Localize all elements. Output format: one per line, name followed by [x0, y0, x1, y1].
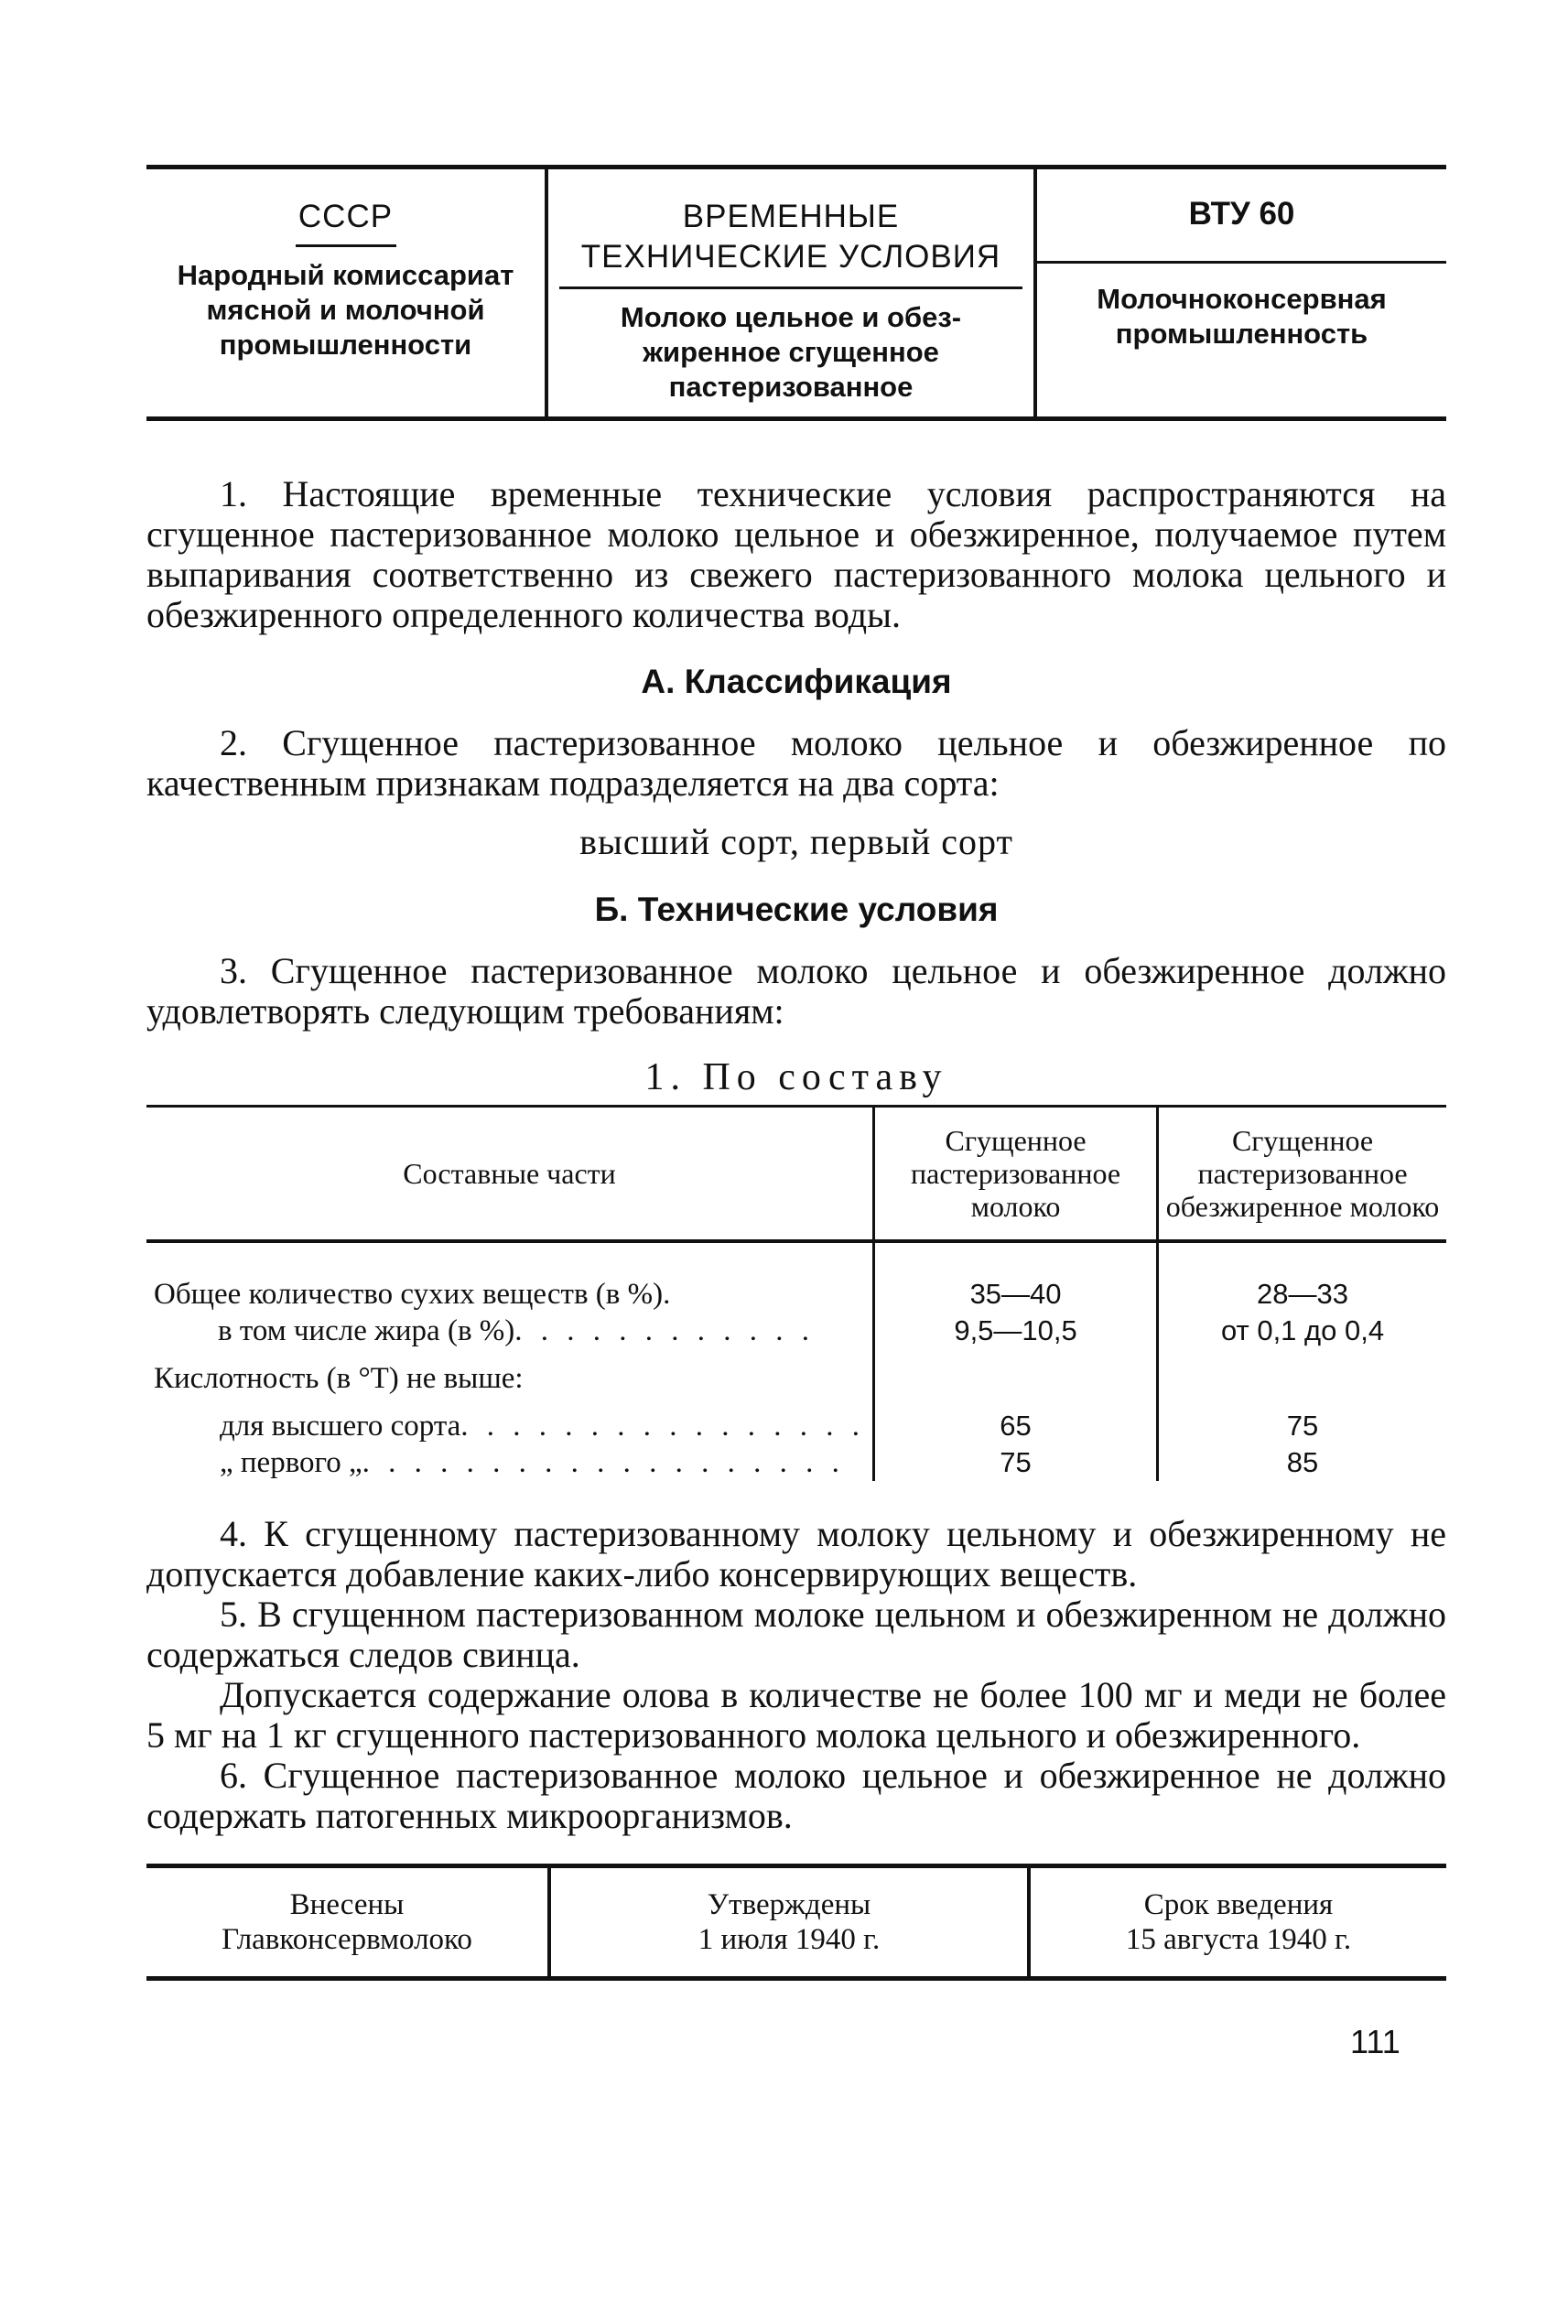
paragraph-2: 2. Сгущенное пастеризованное молоко цельное и обезжиренное по качественным признакам подразделяется на два сорта: [146, 722, 1446, 804]
column-header: Сгущенное пастеризованное обезжиренное молоко [1158, 1107, 1446, 1242]
footer-effective [1031, 1868, 1446, 1976]
footer-block [146, 1864, 1446, 1981]
divider [1037, 261, 1446, 264]
paragraph-3: 3. Сгущенное пастеризованное молоко цельное и обезжиренное должно удовлетворять следующим требованиям: [146, 950, 1446, 1032]
header-title [548, 169, 1037, 416]
row-label: в том числе жира (в %) [218, 1314, 515, 1347]
issuer-line: промышленности [219, 329, 472, 361]
document-page [146, 165, 1446, 1981]
country-label: СССР [297, 199, 394, 234]
cell-value: 28—33 [1158, 1241, 1446, 1313]
approved-value: 1 июля 1940 г. [697, 1923, 881, 1956]
industry-line: Молочноконсервная [1097, 283, 1387, 315]
footer-introduced [146, 1868, 551, 1976]
cell-value: 85 [1158, 1444, 1446, 1481]
section-heading-b: Б. Технические условия [594, 891, 999, 928]
introduced-value: Главконсервмолоко [222, 1923, 472, 1956]
page-number: 111 [1350, 2023, 1400, 2060]
section-heading-a: А. Классификация [641, 663, 952, 700]
table-row: Общее количество сухих веществ (в %) . 35—40 28—33 [146, 1241, 1446, 1313]
product-line: жиренное сгущенное [643, 336, 939, 368]
effective-label: Срок введения [1143, 1888, 1334, 1921]
cell-value: 9,5—10,5 [874, 1313, 1158, 1349]
header-code [1037, 169, 1446, 416]
column-header: Составные части [403, 1157, 616, 1190]
cell-value [1158, 1349, 1446, 1408]
approved-label: Утверждены [707, 1888, 871, 1921]
industry-line: промышленность [1115, 318, 1368, 350]
row-label: Кислотность (в °Т) не выше: [154, 1362, 524, 1395]
row-label: „ первого „ [220, 1446, 362, 1479]
grades-line: высший сорт, первый сорт [579, 821, 1013, 862]
table-header-row [146, 1107, 1446, 1242]
product-line: пастеризованное [668, 371, 914, 403]
issuer-line: мясной и молочной [206, 294, 485, 326]
paragraph-5: 5. В сгущенном пастеризованном молоке цельном и обезжиренном не должно содержаться следов свинца. [146, 1594, 1446, 1675]
cell-value: от 0,1 до 0,4 [1158, 1313, 1446, 1349]
table-row: в том числе жира (в %) . . . . . . . . . . . . 9,5—10,5 от 0,1 до 0,4 [146, 1313, 1446, 1349]
table-row: для высшего сорта . . . . . . . . . . . . . . . . 65 75 [146, 1408, 1446, 1444]
cell-value: 65 [874, 1408, 1158, 1444]
cell-value [874, 1349, 1158, 1408]
doc-type-line: ТЕХНИЧЕСКИЕ УСЛОВИЯ [580, 239, 1001, 275]
row-label: для высшего сорта [220, 1410, 461, 1443]
header-block [146, 165, 1446, 421]
table-title: 1. По составу [644, 1056, 948, 1098]
paragraph-1: 1. Настоящие временные технические условия распространяются на сгущенное пастеризованное молоко цельное и обезжиренное, получаемое путем выпаривания соответственно из свежего пастеризованного молока цельного и обезжиренного определенного количества воды. [146, 473, 1446, 635]
introduced-label: Внесены [289, 1888, 405, 1921]
paragraph-5-continued: Допускается содержание олова в количестве не более 100 мг и меди не более 5 мг на 1 кг сгущенного пастеризованного молока цельного и обезжиренного. [146, 1674, 1446, 1756]
product-line: Молоко цельное и обез- [620, 301, 962, 333]
divider [296, 244, 396, 247]
doc-code: ВТУ 60 [1188, 196, 1295, 232]
doc-type-line: ВРЕМЕННЫЕ [682, 199, 900, 234]
divider [559, 286, 1022, 289]
paragraph-6: 6. Сгущенное пастеризованное молоко цельное и обезжиренное не должно содержать патогенных микроорганизмов. [146, 1755, 1446, 1836]
cell-value: 75 [874, 1444, 1158, 1481]
row-label: Общее количество сухих веществ (в %) [154, 1278, 664, 1311]
cell-value: 75 [1158, 1408, 1446, 1444]
footer-approved [551, 1868, 1031, 1976]
table-row [146, 1349, 1446, 1408]
issuer-line: Народный комиссариат [177, 259, 514, 291]
cell-value: 35—40 [874, 1241, 1158, 1313]
column-header: Сгущенное пастеризованное молоко [874, 1107, 1158, 1242]
header-issuer [146, 169, 548, 416]
composition-table [146, 1105, 1446, 1481]
effective-value: 15 августа 1940 г. [1125, 1923, 1352, 1956]
table-row: „ первого „ . . . . . . . . . . . . . . . . . . . 75 85 [146, 1444, 1446, 1481]
paragraph-4: 4. К сгущенному пастеризованному молоку цельному и обезжиренному не допускается добавление каких-либо консервирующих веществ. [146, 1513, 1446, 1594]
